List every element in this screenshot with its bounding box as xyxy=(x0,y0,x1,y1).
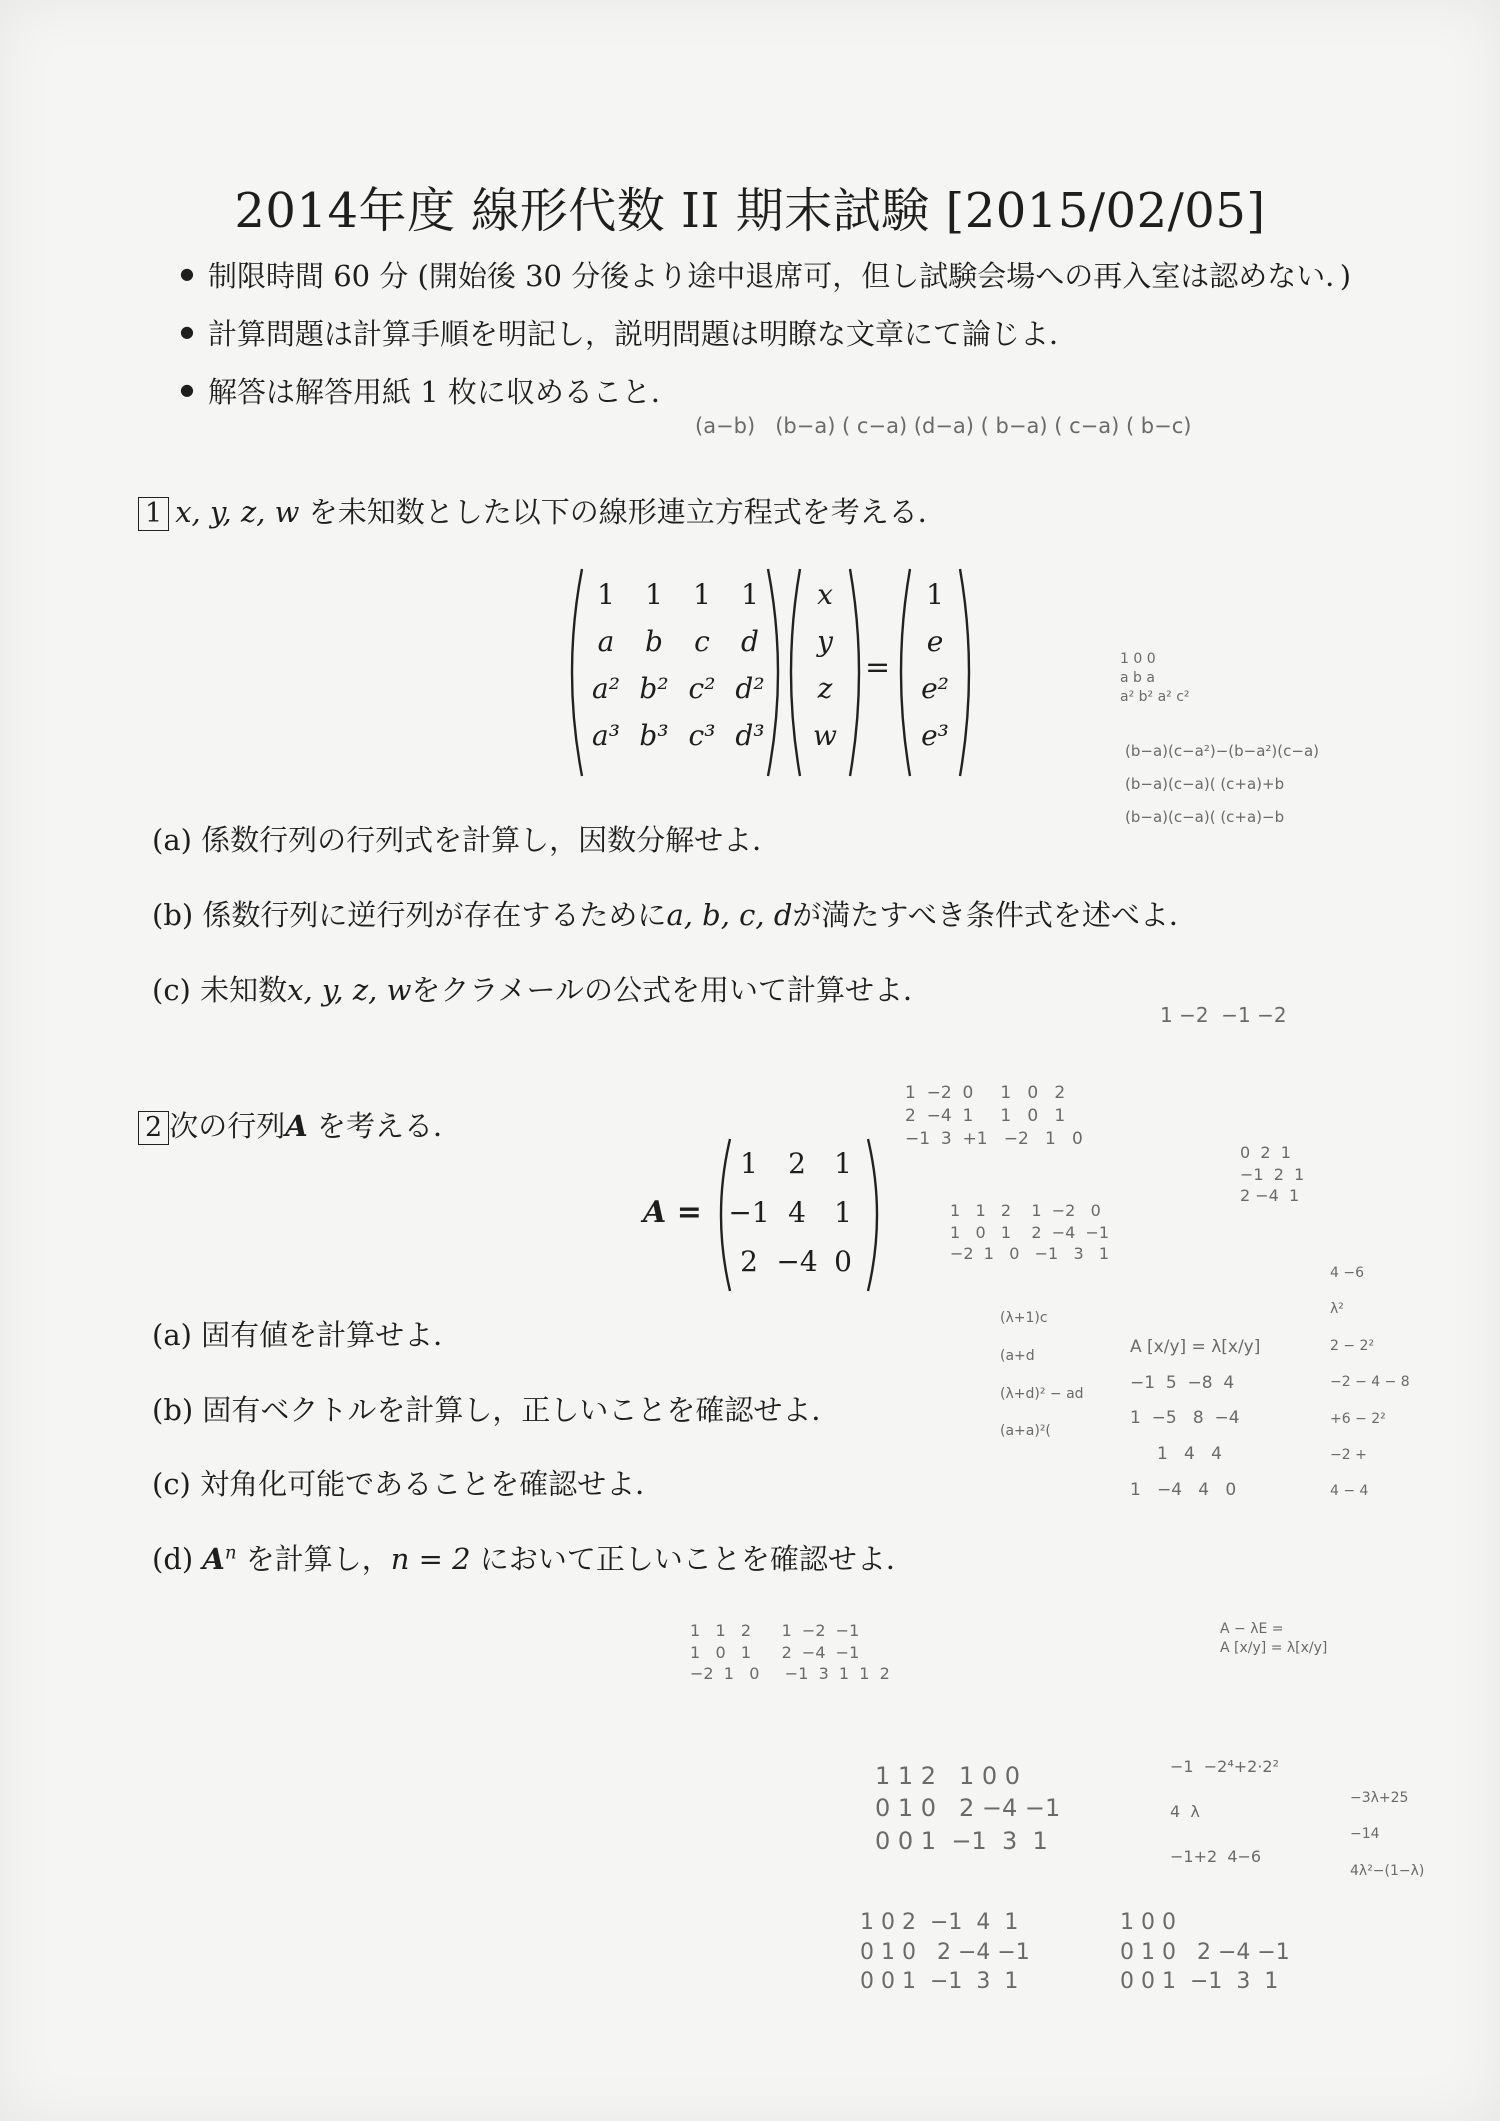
problem-2d xyxy=(152,1537,915,1578)
problem-1c xyxy=(152,968,932,1009)
vector-entry: y xyxy=(817,625,833,658)
handwritten-note: 1 0 0 0 1 0 2 −4 −1 0 0 1 −1 3 1 xyxy=(1120,1910,1290,1995)
problem-2-intro: を考える． xyxy=(316,1109,462,1143)
subq-text: において正しいことを確認せよ． xyxy=(479,1542,915,1576)
subq-text: 固有値を計算せよ． xyxy=(201,1318,463,1352)
vector-entry: z xyxy=(817,672,833,705)
handwritten-note: (λ+1)c (a+d (λ+d)² − ad (a+a)²( xyxy=(1000,1310,1084,1440)
lhs-label: A = xyxy=(643,1195,702,1230)
matrix-entry: 1 xyxy=(741,578,759,611)
handwritten-note: −1 −2⁴+2·2² 4 λ −1+2 4−6 xyxy=(1170,1757,1280,1866)
problem-1-vars: x, y, z, w xyxy=(175,495,300,529)
subq-label: (c) xyxy=(152,1467,191,1501)
rule-item: ● 計算問題は計算手順を明記し，説明問題は明瞭な文章にて論じよ． xyxy=(180,320,1351,378)
handwritten-note: A − λE = A [x/y] = λ[x/y] xyxy=(1220,1621,1328,1656)
problem-number-box: 2 xyxy=(138,1111,169,1145)
subq-text: 対角化可能であることを確認せよ． xyxy=(200,1467,665,1501)
problem-1-heading xyxy=(138,490,947,531)
handwritten-note: 4 −6 λ² 2 − 2² −2 − 4 − 8 +6 − 2² −2 + 4 − 4 xyxy=(1330,1265,1410,1500)
matrix-entry: 1 xyxy=(645,578,663,611)
handwritten-note: 1 −2 0 1 0 2 2 −4 1 1 0 1 −1 3 +1 −2 1 0 xyxy=(905,1083,1083,1149)
matrix-entry: d xyxy=(741,625,759,658)
matrix-entry: 0 xyxy=(834,1245,852,1278)
subq-label: (b) xyxy=(152,1393,194,1427)
subq-text: をクラメールの公式を用いて計算せよ． xyxy=(411,973,932,1007)
handwritten-note: −3λ+25 −14 4λ²−(1−λ) xyxy=(1350,1790,1425,1879)
rhs-vector xyxy=(910,578,960,752)
subq-text: 係数行列の行列式を計算し，因数分解せよ． xyxy=(201,823,782,857)
subq-exponent: n xyxy=(224,1542,237,1564)
matrix-entry: 2 xyxy=(788,1147,806,1180)
subq-label: (b) xyxy=(152,898,194,932)
exam-rules xyxy=(180,259,1352,436)
matrix-entry: a² xyxy=(592,672,620,705)
matrix-entry: −1 xyxy=(728,1196,770,1229)
subq-text: を計算し， xyxy=(245,1542,391,1576)
matrix-entry: b xyxy=(645,625,663,658)
problem-2a xyxy=(152,1313,462,1354)
handwritten-note: 1 −2 −1 −2 xyxy=(1160,1003,1287,1027)
matrix-entry: a³ xyxy=(592,719,620,752)
vector-entry: e² xyxy=(921,672,949,705)
problem-1b xyxy=(152,893,1198,934)
subq-label: (c) xyxy=(152,973,191,1007)
vector-entry: 1 xyxy=(926,578,944,611)
handwritten-note: 1 1 2 1 0 0 0 1 0 2 −4 −1 0 0 1 −1 3 1 xyxy=(875,1762,1061,1855)
subq-label: (a) xyxy=(152,1318,192,1352)
subq-condition: n = 2 xyxy=(390,1542,471,1576)
matrix-entry: c³ xyxy=(688,719,716,752)
handwritten-note: 0 2 1 −1 2 1 2 −4 1 xyxy=(1240,1143,1305,1206)
vector-entry: x xyxy=(817,578,833,611)
subq-vars: x, y, z, w xyxy=(287,973,412,1007)
equals-sign: = xyxy=(865,650,891,685)
matrix-entry: 1 xyxy=(693,578,711,611)
handwritten-note: (b−a)(c−a²)−(b−a²)(c−a) (b−a)(c−a)( (c+a)+b (b−a)(c−a)( (c+a)−b xyxy=(1125,742,1319,826)
rule-item: ● 解答は解答用紙 1 枚に収めること． xyxy=(180,378,1351,436)
matrix-A xyxy=(725,1147,865,1278)
problem-1a xyxy=(152,818,781,859)
subq-label: (a) xyxy=(152,823,192,857)
problem-2-intro: 次の行列 xyxy=(169,1109,286,1143)
matrix-entry: −4 xyxy=(776,1245,818,1278)
vector-entry: e³ xyxy=(921,719,949,752)
handwritten-note: A [x/y] = λ[x/y] −1 5 −8 4 1 −5 8 −4 1 4 4 1 −4 4 0 xyxy=(1130,1337,1261,1500)
handwritten-note: 1 1 2 1 −2 −1 1 0 1 2 −4 −1 −2 1 0 −1 3 1 1 2 xyxy=(690,1621,890,1684)
matrix-entry: 1 xyxy=(740,1147,758,1180)
matrix-entry: d³ xyxy=(735,719,765,752)
subq-label: (d) xyxy=(152,1542,194,1576)
matrix-A-lhs xyxy=(643,1195,702,1230)
vector-entry: w xyxy=(813,719,837,752)
matrix-entry: c xyxy=(694,625,710,658)
handwritten-note: 1 0 2 −1 4 1 0 1 0 2 −4 −1 0 0 1 −1 3 1 xyxy=(860,1910,1030,1995)
subq-var: A xyxy=(202,1542,225,1576)
handwritten-note: (a−b) (b−a) ( c−a) (d−a) ( b−a) ( c−a) ( b−c) xyxy=(695,414,1192,438)
matrix-name: A xyxy=(285,1109,308,1143)
subq-text: 未知数 xyxy=(200,973,288,1007)
matrix-entry: 1 xyxy=(834,1147,852,1180)
vector-entry: e xyxy=(926,625,944,658)
coefficient-matrix xyxy=(582,578,774,752)
handwritten-note: 1 1 2 1 −2 0 1 0 1 2 −4 −1 −2 1 0 −1 3 1 xyxy=(950,1201,1110,1264)
matrix-entry: 4 xyxy=(788,1196,806,1229)
matrix-entry: 1 xyxy=(597,578,615,611)
matrix-entry: c² xyxy=(688,672,716,705)
matrix-entry: 1 xyxy=(834,1196,852,1229)
unknowns-vector xyxy=(800,578,850,752)
matrix-entry: 2 xyxy=(740,1245,758,1278)
subq-text: が満たすべき条件式を述べよ． xyxy=(792,898,1198,932)
matrix-entry: a xyxy=(597,625,615,658)
rule-item: ● 制限時間 60 分 (開始後 30 分後より途中退席可，但し試験会場への再入室は認めない．) xyxy=(180,262,1351,320)
subq-text: 固有ベクトルを計算し，正しいことを確認せよ． xyxy=(202,1393,841,1427)
problem-2c xyxy=(152,1462,664,1503)
subq-vars: a, b, c, d xyxy=(666,898,793,932)
handwritten-note: 1 0 0 a b a a² b² a² c² xyxy=(1120,651,1190,705)
matrix-entry: b³ xyxy=(639,719,669,752)
subq-text: 係数行列に逆行列が存在するために xyxy=(202,898,667,932)
problem-number-box: 1 xyxy=(138,497,169,531)
matrix-entry: d² xyxy=(735,672,765,705)
problem-1-intro: を未知数とした以下の線形連立方程式を考える． xyxy=(308,495,947,529)
exam-title: 2014年度 線形代数 II 期末試験 [2015/02/05] xyxy=(234,183,1266,239)
problem-2-heading xyxy=(138,1104,462,1145)
matrix-entry: b² xyxy=(639,672,669,705)
problem-2b xyxy=(152,1388,840,1429)
